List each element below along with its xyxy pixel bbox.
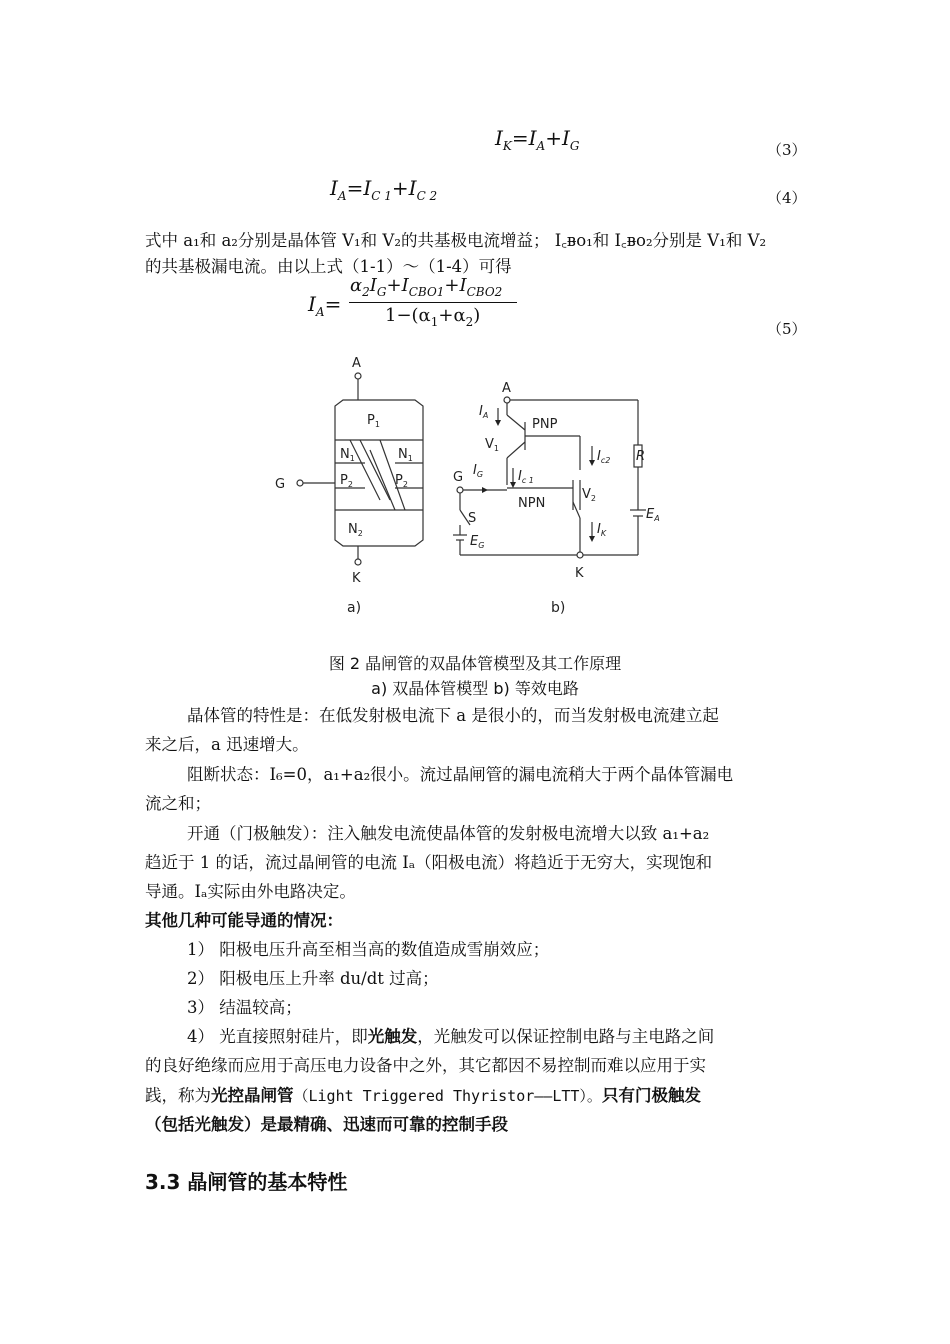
diagram-b-terminal-k: K xyxy=(575,566,584,581)
equation-4-number: （4） xyxy=(767,189,807,207)
label-v1: $V_1$ xyxy=(485,437,499,453)
label-ig: $I_G$ xyxy=(473,463,484,479)
list-item-4-line-2: 的良好绝缘而应用于高压电力设备中之外，其它都因不易控制而难以应用于实 xyxy=(145,1056,706,1075)
heading-other-conditions: 其他几种可能导通的情况： xyxy=(145,911,343,930)
paragraph-2-line-2: 来之后，a 迅速增大。 xyxy=(145,735,309,754)
label-n1-left: $N_1$ xyxy=(340,447,355,463)
diagram-a-label: a) xyxy=(347,600,362,616)
paragraph-3-line-2: 流之和； xyxy=(145,794,211,813)
list-item-4-line-4: （包括光触发）是最精确、迅速而可靠的控制手段 xyxy=(145,1115,508,1134)
list-item-3: 3） 结温较高； xyxy=(187,998,302,1017)
paragraph-1-line-2: 的共基极漏电流。由以上式（1-1）～（1-4）可得 xyxy=(145,257,512,276)
paragraph-2-line-1: 晶体管的特性是：在低发射极电流下 a 是很小的，而当发射极电流建立起 xyxy=(187,706,719,725)
diagram-b-terminal-g: G xyxy=(453,470,464,485)
section-heading: 3.3 晶闸管的基本特性 xyxy=(145,1170,348,1194)
paragraph-4-line-3: 导通。Iₐ实际由外电路决定。 xyxy=(145,882,356,901)
label-s: S xyxy=(468,511,477,526)
label-p1: $P_1$ xyxy=(367,413,380,429)
diagram-a-terminal-g: G xyxy=(275,477,286,492)
label-ea: $E_A$ xyxy=(646,507,660,523)
figure-caption-title: 图 2 晶闸管的双晶体管模型及其工作原理 xyxy=(328,654,622,673)
fraction-bar xyxy=(349,302,517,303)
label-ik: $I_K$ xyxy=(597,522,607,538)
list-item-1: 1） 阳极电压升高至相当高的数值造成雪崩效应； xyxy=(187,940,550,959)
label-r: R xyxy=(636,449,646,464)
paragraph-1-line-1: 式中 a₁和 a₂分别是晶体管 V₁和 V₂的共基极电流增益； I꜀ᴃᴏ₁和 I꜀ᴃᴏ₂分别是 V₁和 V₂ xyxy=(145,231,767,250)
diagram-a-terminal-k: K xyxy=(352,571,361,586)
list-item-2: 2） 阳极电压上升率 du/dt 过高； xyxy=(187,969,439,988)
label-ic1: $I_{c 1}$ xyxy=(518,469,534,485)
label-p2-right: $P_2$ xyxy=(395,473,408,489)
paragraph-3-line-1: 阻断状态：I₆=0，a₁+a₂很小。流过晶闸管的漏电流稍大于两个晶体管漏电 xyxy=(187,765,734,784)
label-pnp: PNP xyxy=(532,417,558,432)
label-ia: $I_A$ xyxy=(479,404,489,420)
equation-5-number: （5） xyxy=(767,320,807,338)
label-p2-left: $P_2$ xyxy=(340,473,353,489)
diagram-a-terminal-a: A xyxy=(352,356,361,371)
equation-5-denominator: $1-(\alpha_1+\alpha_2)$ xyxy=(385,305,481,329)
list-item-4-line-1: 4） 光直接照射硅片，即光触发，光触发可以保证控制电路与主电路之间 xyxy=(187,1027,715,1046)
label-v2: $V_2$ xyxy=(582,487,596,503)
paragraph-4-line-1: 开通（门极触发）：注入触发电流使晶体管的发射极电流增大以致 a₁+a₂ xyxy=(187,824,710,843)
equation-3: $I_K=I_A+I_G$ xyxy=(495,126,580,153)
list-item-4-line-3: 践，称为光控晶闸管（Light Triggered Thyristor——LTT）。只有门极触发 xyxy=(145,1086,701,1105)
figure-caption-subtitle: a) 双晶体管模型 b) 等效电路 xyxy=(371,679,579,698)
label-n1-right: $N_1$ xyxy=(398,447,413,463)
equation-5-numerator: $\alpha_2I_G+I_{CBO1}+I_{CBO2}$ xyxy=(350,275,503,299)
diagram-b-terminal-a: A xyxy=(502,381,511,396)
equation-4: $I_A=I_{C 1}+I_{C 2}$ xyxy=(330,176,438,203)
equation-5-lhs: $I_A=$ xyxy=(308,292,342,319)
label-eg: $E_G$ xyxy=(470,534,485,550)
label-npn: NPN xyxy=(518,496,546,511)
diagram-b-label: b) xyxy=(551,600,566,616)
label-n2: $N_2$ xyxy=(348,522,363,538)
figure-2 xyxy=(270,350,690,620)
label-ic2: $I_{c2}$ xyxy=(597,449,611,465)
equation-3-number: （3） xyxy=(767,141,807,159)
paragraph-4-line-2: 趋近于 1 的话，流过晶闸管的电流 Iₐ（阳极电流）将趋近于无穷大，实现饱和 xyxy=(145,853,713,872)
